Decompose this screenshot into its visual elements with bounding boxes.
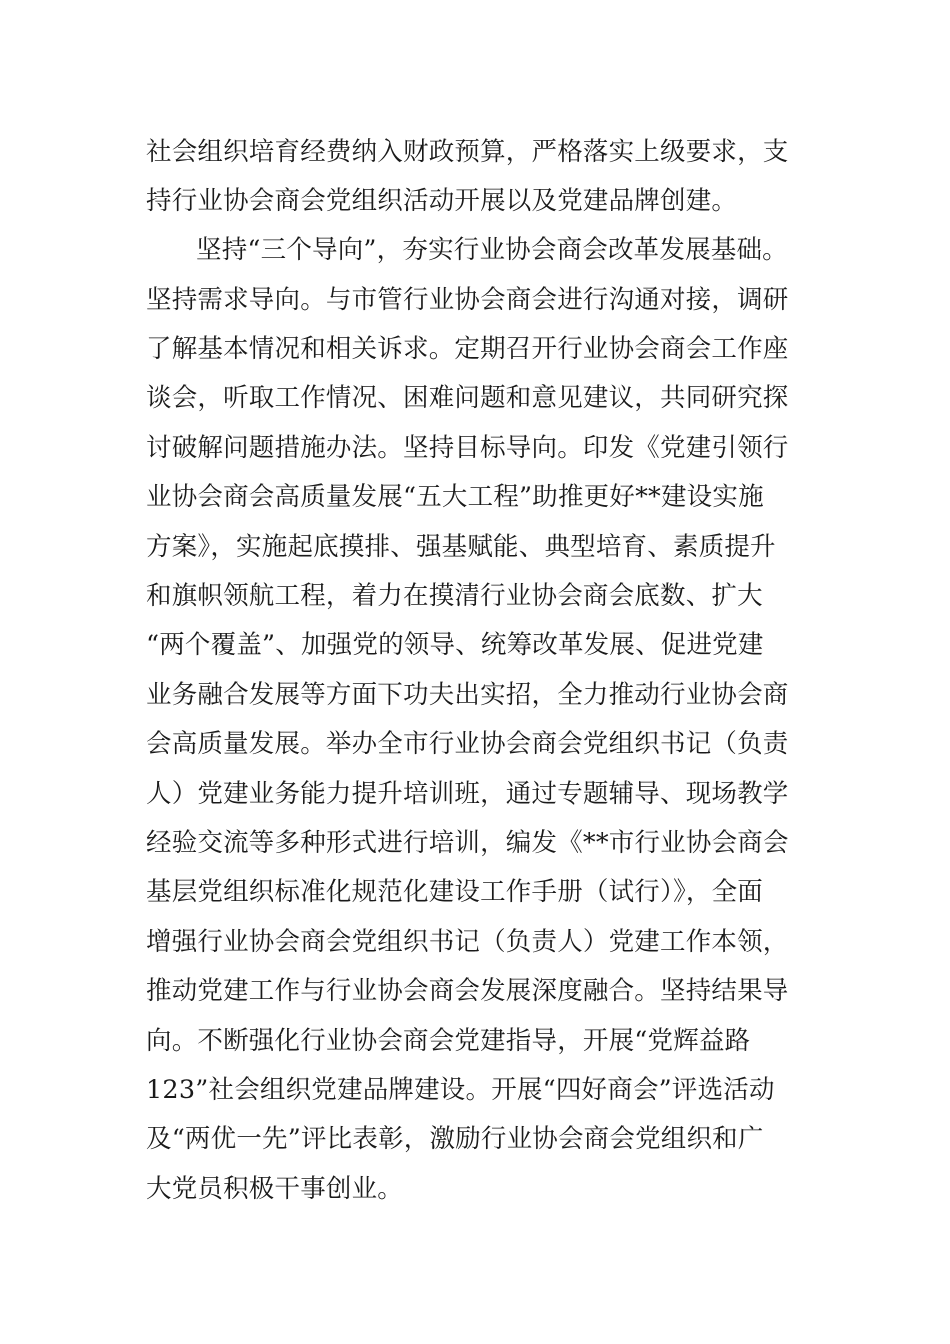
text-line: 人）党建业务能力提升培训班，通过专题辅导、现场教学 xyxy=(146,779,789,809)
text-line: 经验交流等多种形式进行培训，编发《**市行业协会商会 xyxy=(146,828,789,858)
paragraph-heading: 坚持“三个导向”，夯实行业协会商会改革发展基础。 xyxy=(196,235,788,265)
text-line: 方案》，实施起底摸排、强基赋能、典型培育、素质提升 xyxy=(146,532,776,562)
text-line: 了解基本情况和相关诉求。定期召开行业协会商会工作座 xyxy=(146,334,789,364)
text-line: 社会组织培育经费纳入财政预算，严格落实上级要求，支 xyxy=(146,137,789,167)
text-line: 增强行业协会商会党组织书记（负责人）党建工作本领， xyxy=(146,927,789,957)
text-line: 谈会，听取工作情况、困难问题和意见建议，共同研究探 xyxy=(146,383,789,413)
text-line: 向。不断强化行业协会商会党建指导，开展“党辉益路 xyxy=(146,1026,751,1056)
text-line: 及“两优一先”评比表彰，激励行业协会商会党组织和广 xyxy=(146,1124,764,1154)
text-line: 大党员积极干事创业。 xyxy=(146,1174,404,1204)
text-line: 业协会商会高质量发展“五大工程”助推更好**建设实施 xyxy=(146,482,764,512)
text-line: 坚持需求导向。与市管行业协会商会进行沟通对接，调研 xyxy=(146,285,789,315)
text-line: 123”社会组织党建品牌建设。开展“四好商会”评选活动 xyxy=(146,1075,775,1105)
text-line: 业务融合发展等方面下功夫出实招，全力推动行业协会商 xyxy=(146,680,789,710)
text-line: 持行业协会商会党组织活动开展以及党建品牌创建。 xyxy=(146,186,738,216)
text-line: “两个覆盖”、加强党的领导、统筹改革发展、促进党建 xyxy=(146,630,764,660)
text-line: 和旗帜领航工程，着力在摸清行业协会商会底数、扩大 xyxy=(146,581,763,611)
text-line: 推动党建工作与行业协会商会发展深度融合。坚持结果导 xyxy=(146,976,789,1006)
text-line: 会高质量发展。举办全市行业协会商会党组织书记（负责 xyxy=(146,729,789,759)
text-line: 讨破解问题措施办法。坚持目标导向。印发《党建引领行 xyxy=(146,433,789,463)
text-line: 基层党组织标准化规范化建设工作手册（试行）》，全面 xyxy=(146,877,764,907)
